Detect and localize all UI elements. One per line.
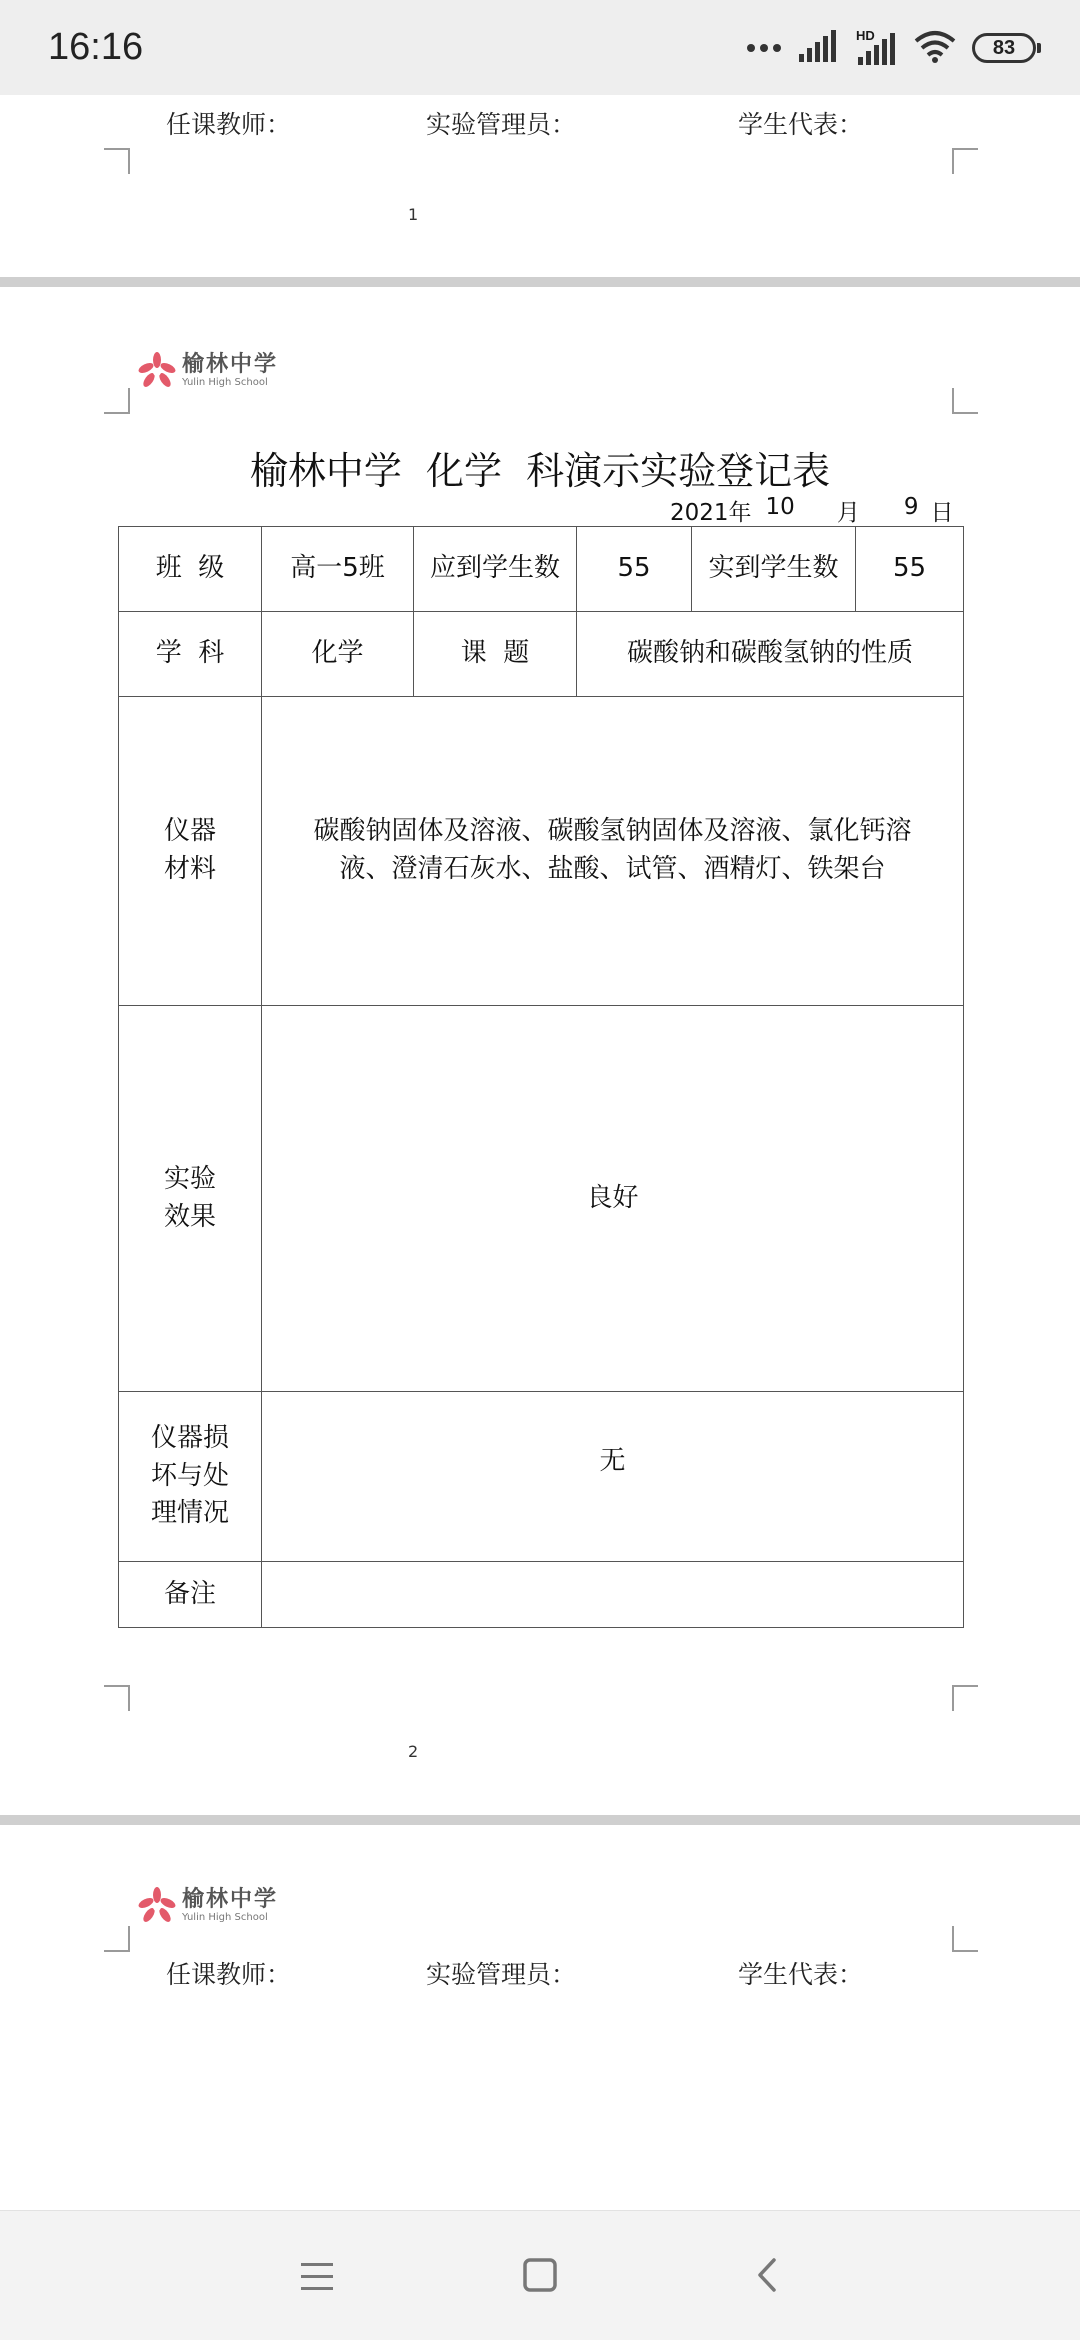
actual-students-value: 55: [856, 527, 964, 612]
page-number: 2: [408, 1742, 419, 1761]
expected-students-value: 55: [577, 527, 692, 612]
damage-label: [119, 1392, 262, 1562]
date-year: 2021年: [670, 500, 752, 526]
damage-label-line: 坏与处: [150, 1460, 229, 1491]
materials-line: 液、澄清石灰水、盐酸、试管、酒精灯、铁架台: [339, 854, 886, 884]
page-corner-mark: [952, 1685, 978, 1711]
document-page-1: [0, 95, 1080, 277]
signature-lab-manager: 实验管理员：: [426, 110, 577, 139]
actual-students-label: 实到学生数: [692, 527, 856, 612]
experiment-register-table: [118, 526, 964, 1628]
home-button[interactable]: [515, 2251, 565, 2301]
date-month-unit: 月: [836, 500, 860, 526]
status-icons: [746, 28, 1036, 68]
page-corner-mark: [104, 148, 130, 174]
home-icon: [515, 2251, 565, 2301]
logo-en-text: Yulin High School: [182, 376, 268, 388]
school-logo: [138, 1887, 278, 1923]
table-row: [119, 612, 964, 697]
page-corner-mark: [952, 388, 978, 414]
battery-icon: [972, 33, 1036, 63]
subject-value: 化学: [262, 612, 414, 697]
menu-icon: [292, 2251, 342, 2301]
page-separator: [0, 1815, 1080, 1825]
document-title: 榆林中学 化学 科演示实验登记表: [249, 449, 831, 493]
back-button[interactable]: [743, 2251, 793, 2301]
effect-label: [119, 1006, 262, 1392]
more-dots-icon: [746, 39, 782, 58]
class-label: 班 级: [119, 527, 262, 612]
page-corner-mark: [952, 148, 978, 174]
effect-label-line: 效果: [163, 1201, 216, 1232]
page-number: 1: [408, 205, 419, 224]
page-corner-mark: [104, 1685, 130, 1711]
table-row: [119, 697, 964, 1006]
remarks-label: 备注: [119, 1562, 262, 1628]
page-corner-mark: [104, 388, 130, 414]
battery-level: 83: [992, 36, 1016, 59]
menu-button[interactable]: [292, 2251, 342, 2301]
hd-label: HD: [856, 28, 875, 43]
topic-label: 课 题: [414, 612, 577, 697]
date-month: 10: [765, 494, 795, 520]
date-day-unit: 日: [930, 500, 954, 526]
signature-student-rep: 学生代表：: [738, 110, 864, 139]
signature-teacher: 任课教师：: [166, 110, 292, 139]
damage-label-line: 理情况: [150, 1498, 229, 1529]
subject-label: 学 科: [119, 612, 262, 697]
back-icon: [743, 2251, 793, 2301]
logo-cn-text: 榆林中学: [182, 1885, 279, 1912]
damage-value: 无: [262, 1392, 964, 1562]
materials-label-line: 材料: [163, 854, 216, 884]
damage-label-line: 仪器损: [150, 1422, 229, 1453]
page-corner-mark: [104, 1926, 130, 1952]
class-value: 高一5班: [262, 527, 414, 612]
signature-teacher: 任课教师：: [166, 1960, 292, 1989]
topic-value: 碳酸钠和碳酸氢钠的性质: [577, 612, 964, 697]
flower-logo-icon: [138, 352, 176, 388]
logo-cn-text: 榆林中学: [182, 350, 279, 377]
navigation-bar: [0, 2210, 1080, 2340]
materials-label-line: 仪器: [163, 816, 216, 847]
document-date: [670, 494, 953, 527]
page-separator: [0, 277, 1080, 287]
effect-label-line: 实验: [163, 1163, 216, 1194]
expected-students-label: 应到学生数: [414, 527, 577, 612]
status-time: 16:16: [48, 26, 144, 68]
remarks-value: [262, 1562, 964, 1628]
flower-logo-icon: [138, 1887, 176, 1923]
materials-value: [262, 697, 964, 1006]
signature-lab-manager: 实验管理员：: [426, 1960, 577, 1989]
hd-signal-icon: [854, 28, 898, 65]
status-bar: [0, 0, 1080, 95]
logo-en-text: Yulin High School: [182, 1911, 268, 1923]
materials-label: [119, 697, 262, 1006]
page-corner-mark: [952, 1926, 978, 1952]
school-logo: [138, 352, 278, 388]
materials-line: 碳酸钠固体及溶液、碳酸氢钠固体及溶液、氯化钙溶: [313, 816, 912, 847]
date-day: 9: [903, 494, 919, 520]
table-row: [119, 1562, 964, 1628]
table-row: [119, 1006, 964, 1392]
wifi-icon: [914, 29, 956, 67]
table-row: [119, 527, 964, 612]
document-page-3: [0, 1825, 1080, 2210]
signal-icon: [798, 30, 838, 66]
table-row: [119, 1392, 964, 1562]
signature-student-rep: 学生代表：: [738, 1960, 864, 1989]
effect-value: 良好: [262, 1006, 964, 1392]
